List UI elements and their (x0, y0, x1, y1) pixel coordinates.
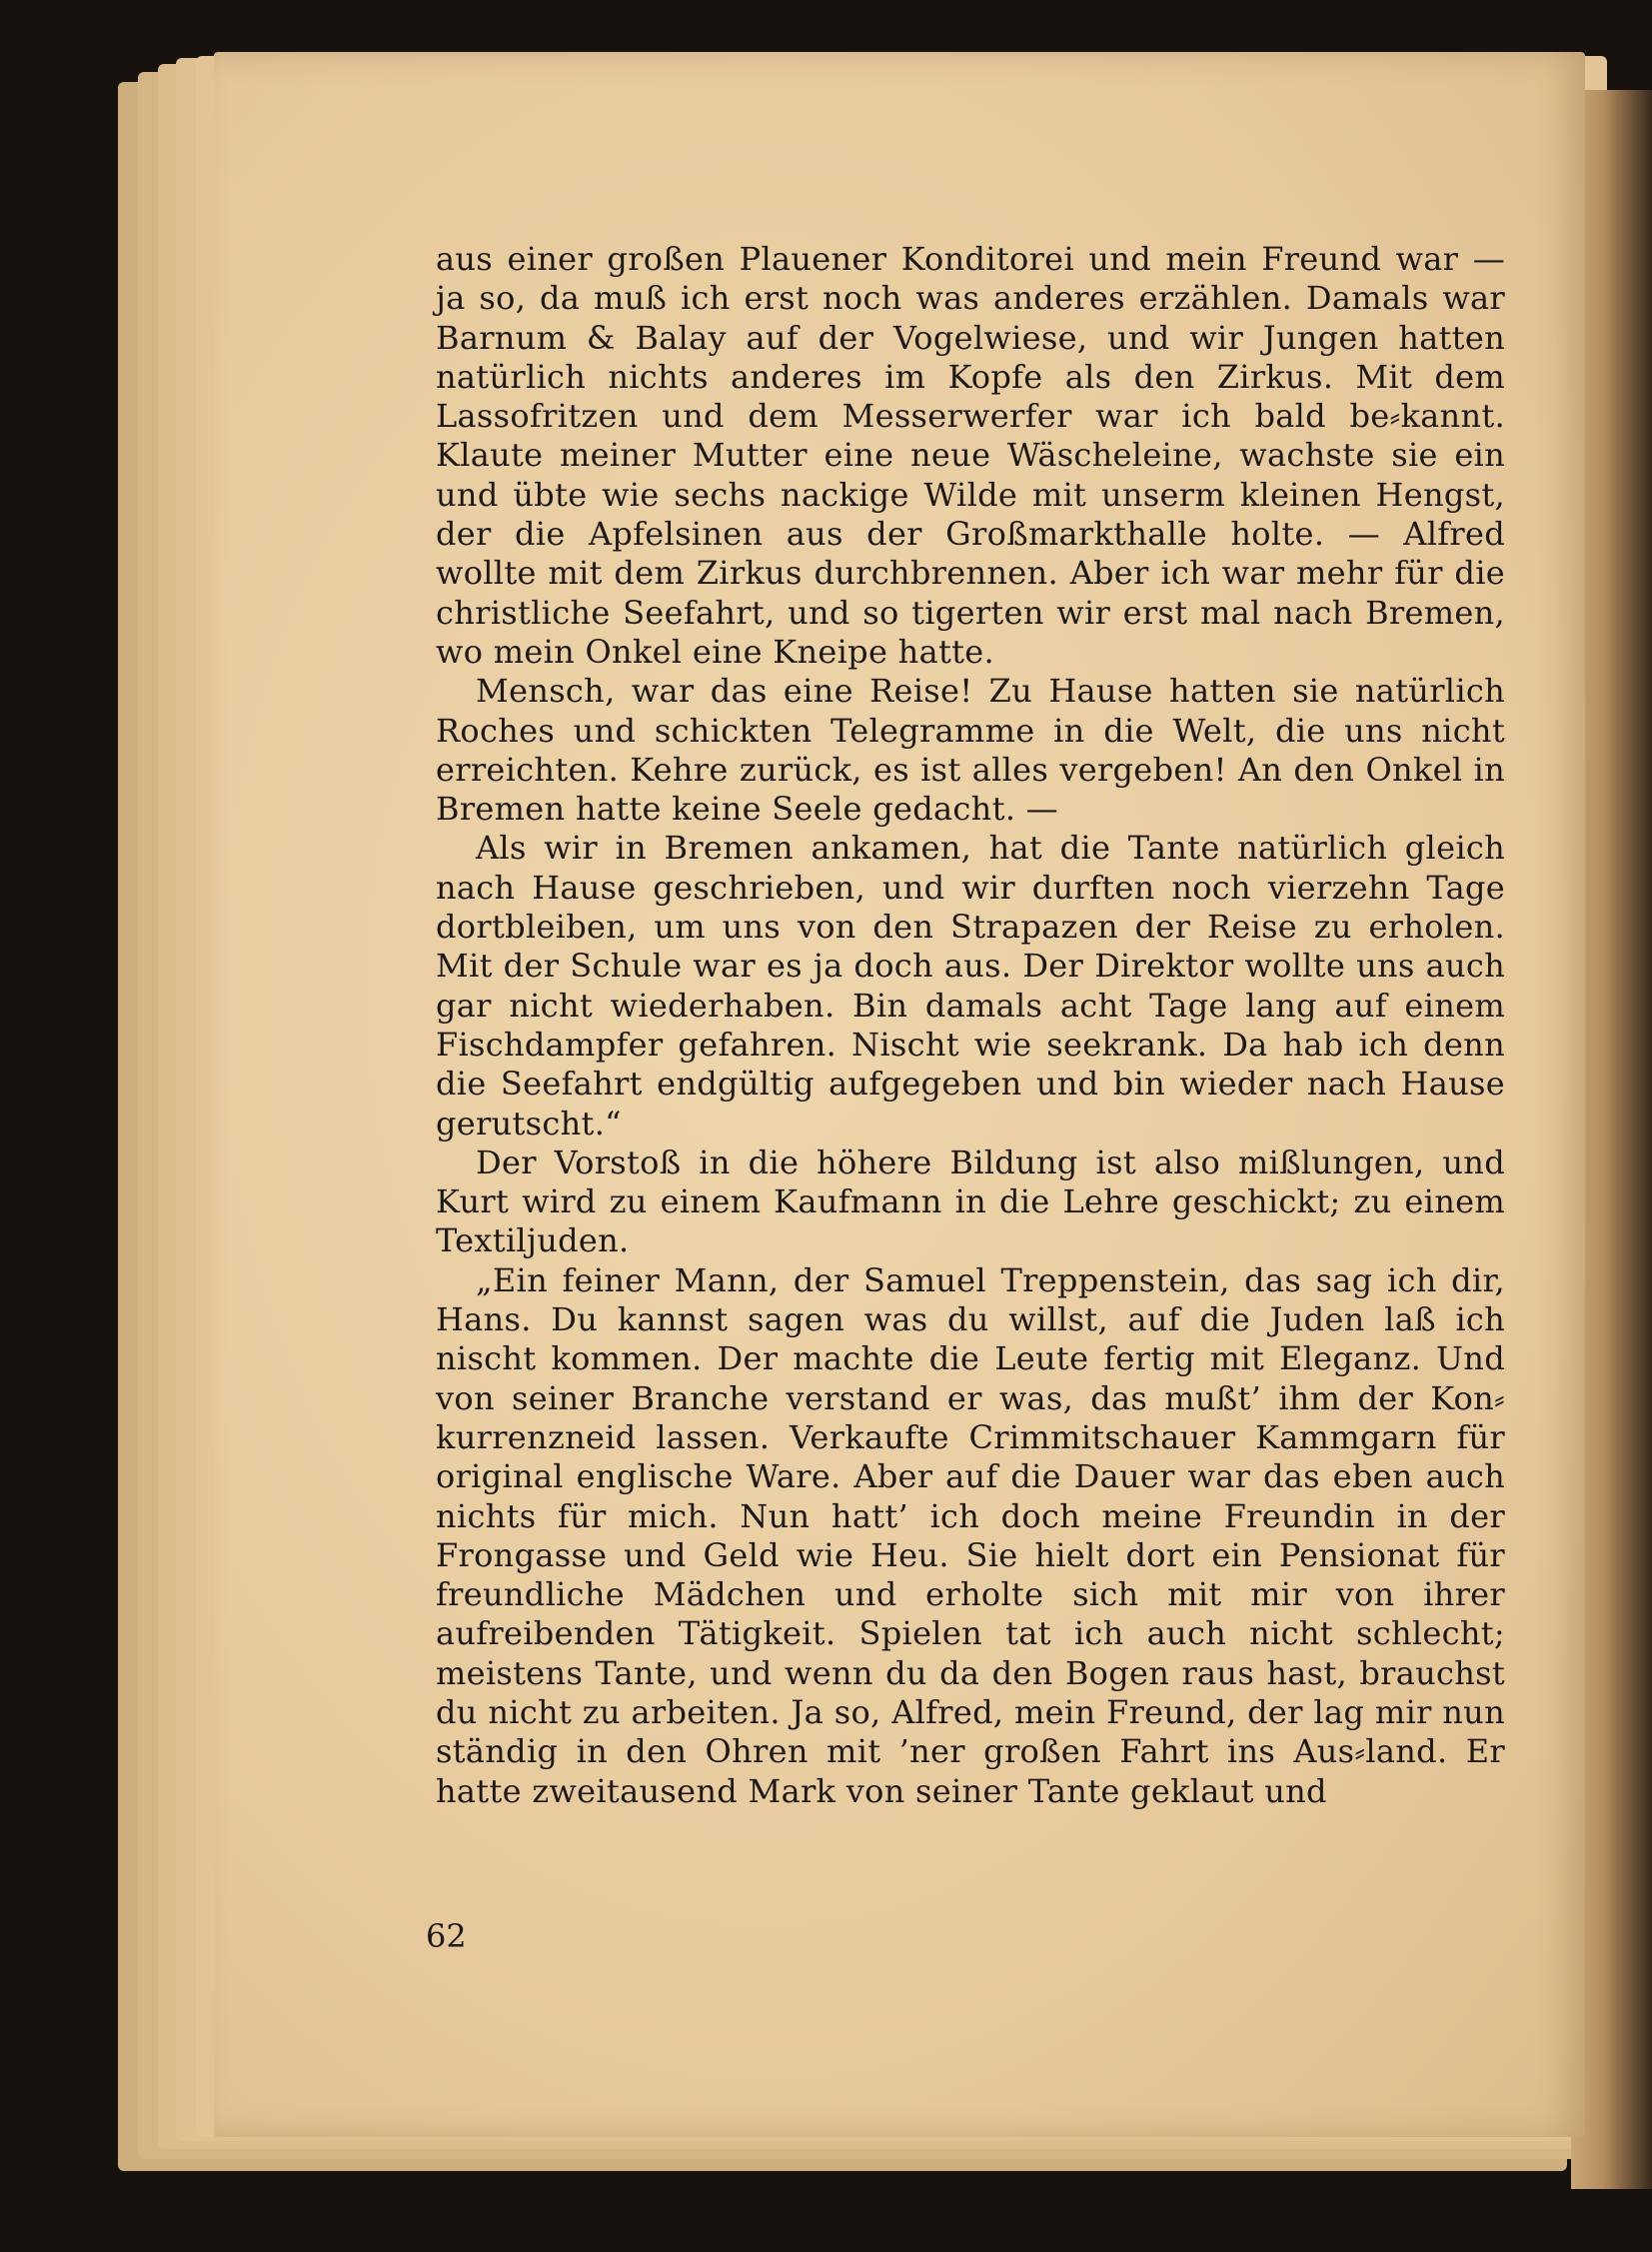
paragraph: „Ein feiner Mann, der Samuel Treppenstein, das sag ich dir, Hans. Du kannst sagen was du willst, auf die Juden laß ich nischt kommen. Der machte die Leute fertig mit Eleganz. Und von seiner Branche verstand er was, das mußt’ ihm der Kon⸗kurrenzneid lassen. Verkaufte Crimmitschauer Kammgarn für original englische Ware. Aber auf die Dauer war das eben auch nichts für mich. Nun hatt’ ich doch meine Freundin in der Frongasse und Geld wie Heu. Sie hielt dort ein Pensionat für freundliche Mädchen und erholte sich mit mir von ihrer aufreibenden Tätigkeit. Spielen tat ich auch nicht schlecht; meistens Tante, und wenn du da den Bogen raus hast, brauchst du nicht zu arbeiten. Ja so, Alfred, mein Freund, der lag mir nun ständig in den Ohren mit ’ner großen Fahrt ins Aus⸗land. Er hatte zweitausend Mark von seiner Tante geklaut und (436, 1260, 1505, 1810)
paragraph: Als wir in Bremen ankamen, hat die Tante natürlich gleich nach Hause geschrieben, und wir durften noch vierzehn Tage dortbleiben, um uns von den Strapazen der Reise zu erholen. Mit der Schule war es ja doch aus. Der Direktor wollte uns auch gar nicht wiederhaben. Bin damals acht Tage lang auf einem Fischdampfer gefahren. Nischt wie seekrank. Da hab ich denn die Seefahrt endgültig aufgegeben und bin wieder nach Hause gerutscht.“ (436, 829, 1505, 1142)
body-text (436, 240, 1505, 1811)
paragraph: Der Vorstoß in die höhere Bildung ist also mißlungen, und Kurt wird zu einem Kaufmann in die Lehre geschickt; zu einem Textiljuden. (436, 1142, 1505, 1260)
paragraph: Mensch, war das eine Reise! Zu Hause hatten sie natürlich Roches und schickten Telegramme in die Welt, die uns nicht erreichten. Kehre zurück, es ist alles vergeben! An den Onkel in Bremen hatte keine Seele gedacht. — (436, 672, 1505, 829)
paragraph: aus einer großen Plauener Konditorei und mein Freund war — ja so, da muß ich erst noch was anderes erzählen. Damals war Barnum & Balay auf der Vogelwiese, und wir Jungen hatten natürlich nichts anderes im Kopfe als den Zirkus. Mit dem Lassofritzen und dem Messerwerfer war ich bald be⸗kannt. Klaute meiner Mutter eine neue Wäscheleine, wachste sie ein und übte wie sechs nackige Wilde mit unserm kleinen Hengst, der die Apfelsinen aus der Großmarkthalle holte. — Alfred wollte mit dem Zirkus durchbrennen. Aber ich war mehr für die christliche Seefahrt, und so tigerten wir erst mal nach Bremen, wo mein Onkel eine Kneipe hatte. (436, 240, 1505, 671)
page-number: 62 (426, 1917, 467, 1955)
